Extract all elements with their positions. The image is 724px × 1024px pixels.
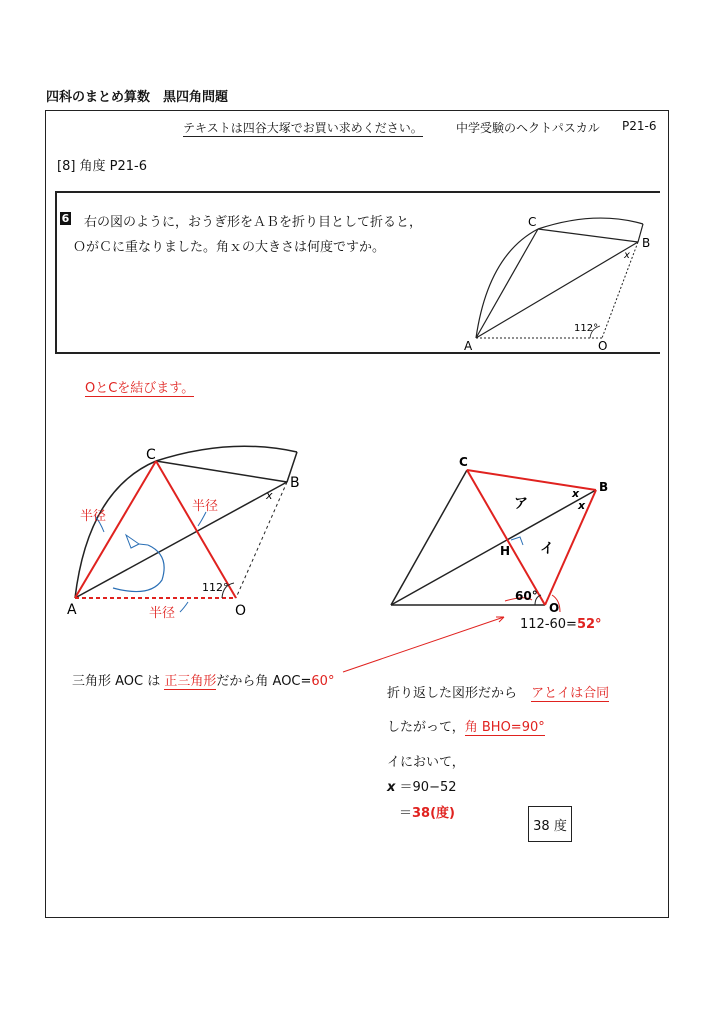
x-variable: x — [387, 780, 396, 795]
triangle-statement: 三角形 AOC は 正三角形だから角 AOC=60° — [72, 674, 335, 689]
fig2-label-h: H — [500, 544, 511, 558]
in-i-statement: イにおいて， — [387, 755, 465, 770]
section-label: [8] 角度 P21-6 — [57, 159, 148, 174]
page-title: 四科のまとめ算数 黒四角問題 — [46, 90, 229, 105]
fig1-label-x: x — [266, 489, 273, 502]
fig1-label-c: C — [146, 447, 156, 463]
fig1-radius-bottom: 半径 — [149, 606, 176, 621]
fig2-label-a-part: ア — [514, 496, 528, 512]
fig1-radius-left: 半径 — [80, 509, 107, 524]
fold-statement: 折り返した図形だから アとイは合同 — [387, 686, 610, 701]
page-reference: P21-6 — [622, 119, 657, 133]
fig1-label-angle: 112° — [202, 581, 229, 594]
problem-text-line1: 右の図のように，おうぎ形をＡＢを折り目として折ると， — [84, 215, 423, 230]
step-connect-oc: OとCを結びます。 — [85, 377, 194, 397]
fig2-label-c: C — [459, 455, 468, 469]
fig2-label-x1: x — [572, 487, 580, 500]
fig2-label-60: 60° — [515, 589, 538, 603]
small-label-o: O — [598, 339, 608, 353]
small-label-b: B — [642, 236, 651, 250]
fig1-label-a: A — [67, 602, 77, 618]
fig2-label-x2: x — [578, 499, 586, 512]
small-label-a: A — [464, 339, 473, 353]
fig1-label-o: O — [235, 603, 247, 619]
small-label-x: x — [624, 250, 630, 261]
small-label-c: C — [528, 215, 537, 229]
fig2-label-i-part: イ — [540, 541, 554, 557]
fig1-radius-right: 半径 — [192, 499, 219, 514]
answer-box: 38 度 — [528, 806, 572, 842]
x-equation: x ＝90−52 — [387, 780, 457, 795]
therefore-statement: したがって，角 BHO=90° — [387, 720, 545, 735]
publisher-name: 中学受験のヘクトパスカル — [456, 121, 600, 135]
fig1-diagram — [67, 446, 300, 621]
small-label-angle: 112° — [574, 323, 599, 334]
purchase-notice: テキストは四谷大塚でお買い求めください。 — [183, 121, 423, 135]
problem-text-line2: ＯがＣに重なりました。角ｘの大きさは何度ですか。 — [73, 240, 386, 255]
calc-under-fig: 112-60=52° — [520, 617, 602, 632]
small-fan-figure — [464, 215, 650, 353]
fig2-label-o: O — [549, 601, 560, 615]
fig2-label-b: B — [599, 480, 609, 494]
fig2-diagram — [391, 455, 608, 615]
final-equation: ＝38(度) — [399, 806, 455, 821]
problem-number: 6 — [61, 212, 70, 225]
fig1-label-b: B — [290, 475, 300, 491]
